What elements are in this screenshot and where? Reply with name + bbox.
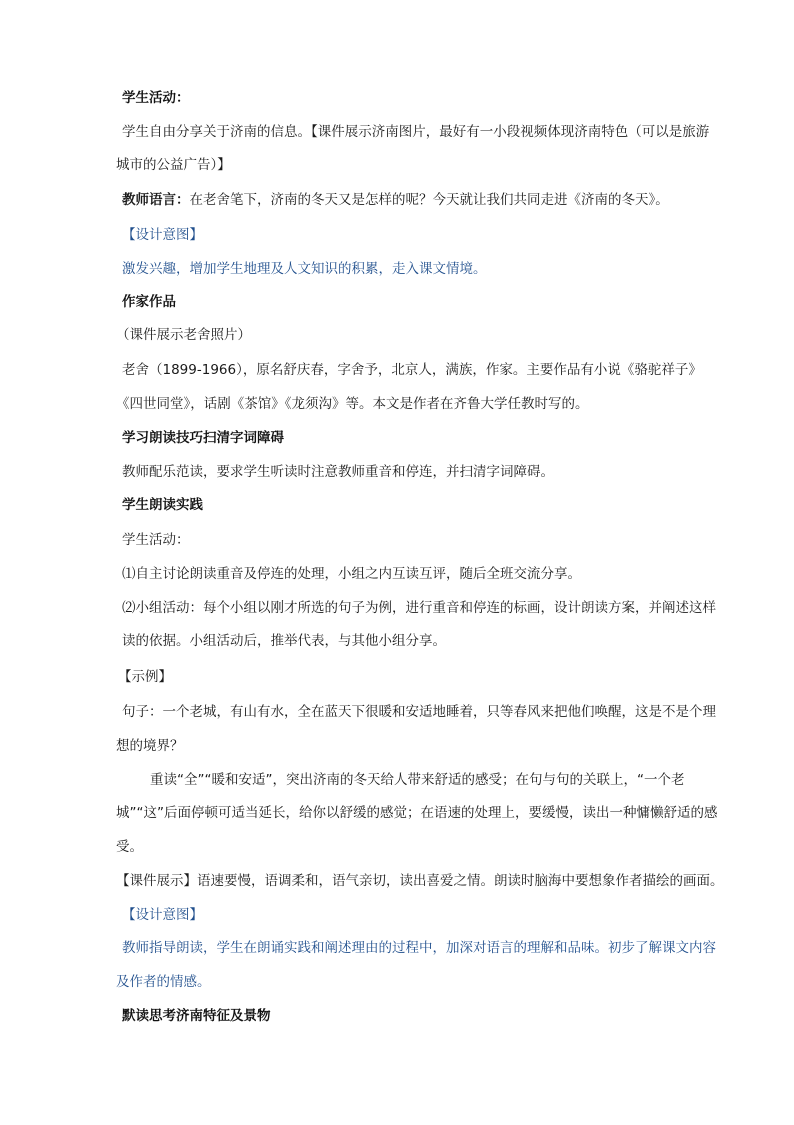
heading-student-activity: 学生活动： bbox=[122, 90, 190, 106]
author-photo-note: （课件展示老舍照片） bbox=[116, 327, 251, 343]
reading-skills-text: 教师配乐范读，要求学生听读时注意教师重音和停连，并扫清字词障碍。 bbox=[122, 464, 554, 480]
example-sentence-line1: 句子：一个老城，有山有水，全在蓝天下很暖和安适地睡着，只等春风来把他们唤醒，这是不是个理 bbox=[122, 704, 716, 720]
teacher-language-paragraph bbox=[122, 190, 669, 210]
practice-item-2-line2: 读的依据。小组活动后，推举代表，与其他小组分享。 bbox=[122, 633, 446, 649]
design-intent-text-2-line2: 及作者的情感。 bbox=[116, 974, 211, 990]
practice-item-2-line1: ⑵小组活动：每个小组以刚才所选的句子为例，进行重音和停连的标画，设计朗读方案，并阐述这样 bbox=[122, 600, 716, 616]
example-label: 【示例】 bbox=[118, 669, 172, 685]
design-intent-label-1: 【设计意图】 bbox=[122, 227, 203, 243]
practice-item-1: ⑴自主讨论朗读重音及停连的处理，小组之内互读互评，随后全班交流分享。 bbox=[122, 566, 581, 582]
paragraph-share-info-line2: 城市的公益广告）】 bbox=[116, 157, 231, 173]
design-intent-label-2: 【设计意图】 bbox=[122, 907, 203, 923]
heading-author-works: 作家作品 bbox=[122, 294, 176, 310]
stress-explanation-line2: 城”“这”后面停顿可适当延长，给你以舒缓的感觉；在语速的处理上，要缓慢，读出一种慵懒舒适的感 bbox=[116, 805, 718, 821]
author-bio-line2: 《四世同堂》，话剧《茶馆》《龙须沟》等。本文是作者在齐鲁大学任教时写的。 bbox=[116, 396, 589, 412]
courseware-display-line: 【课件展示】语速要慢，语调柔和，语气亲切，读出喜爱之情。朗读时脑海中要想象作者描绘的画面。 bbox=[116, 873, 724, 889]
design-intent-text-1: 激发兴趣，增加学生地理及人文知识的积累，走入课文情境。 bbox=[122, 261, 487, 277]
teacher-language-text: 在老舍笔下，济南的冬天又是怎样的呢？今天就让我们共同走进《济南的冬天》。 bbox=[189, 192, 669, 208]
author-bio-line1: 老舍（1899-1966），原名舒庆春，字舍予，北京人，满族，作家。主要作品有小说《骆驼祥子》 bbox=[122, 362, 702, 378]
heading-reading-skills: 学习朗读技巧扫清字词障碍 bbox=[122, 430, 284, 446]
heading-silent-reading: 默读思考济南特征及景物 bbox=[122, 1008, 271, 1024]
stress-explanation-line1: 重读“全”“暖和安适”，突出济南的冬天给人带来舒适的感受；在句与句的关联上，“一个老 bbox=[150, 772, 685, 788]
design-intent-text-2-line1: 教师指导朗读，学生在朗诵实践和阐述理由的过程中，加深对语言的理解和品味。初步了解课文内容 bbox=[122, 940, 716, 956]
heading-reading-practice: 学生朗读实践 bbox=[122, 497, 203, 513]
paragraph-share-info-line1: 学生自由分享关于济南的信息。【课件展示济南图片，最好有一小段视频体现济南特色（可以是旅游 bbox=[122, 124, 710, 140]
example-sentence-line2: 想的境界？ bbox=[116, 738, 184, 754]
teacher-language-label: 教师语言： bbox=[122, 192, 190, 208]
practice-activity-label: 学生活动： bbox=[122, 532, 190, 548]
stress-explanation-line3: 受。 bbox=[116, 839, 143, 855]
